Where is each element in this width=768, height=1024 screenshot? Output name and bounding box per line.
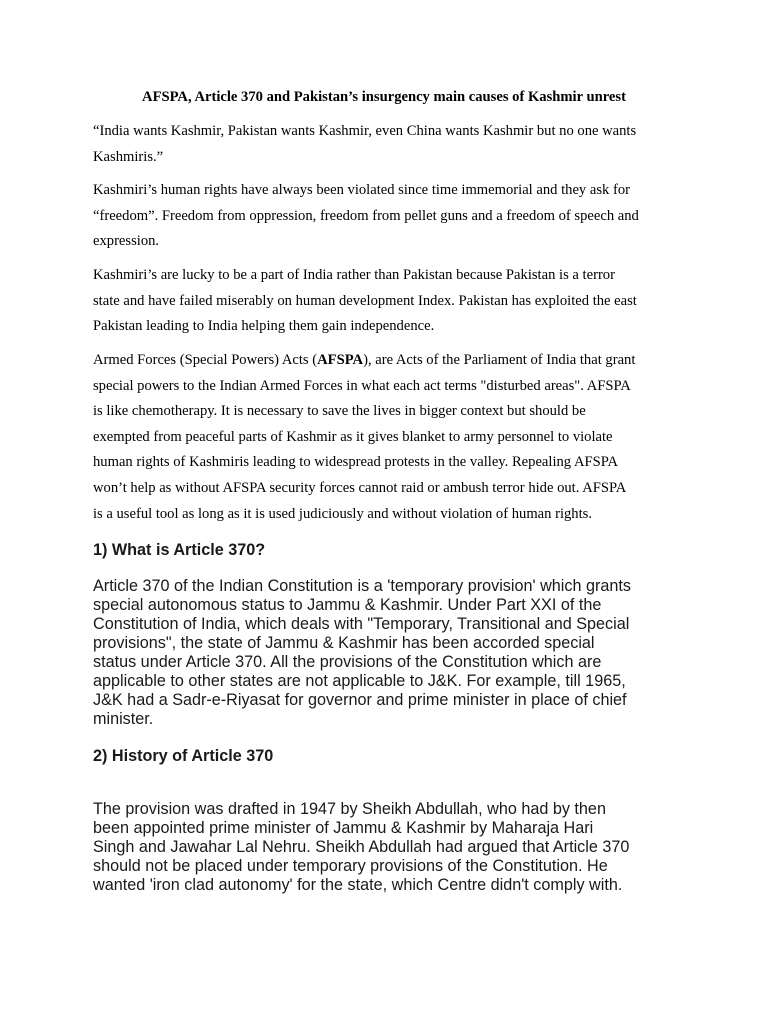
text-line: status under Article 370. All the provisions of the Constitution which are [93,653,602,671]
pakistan-paragraph [93,263,683,340]
afspa-line-suffix: ), are Acts of the Parliament of India that grant [363,352,636,368]
afspa-paragraph [93,348,683,527]
text-line: provisions", the state of Jammu & Kashmir has been accorded special [93,634,595,652]
text-line: Singh and Jawahar Lal Nehru. Sheikh Abdullah had argued that Article 370 [93,838,630,856]
text-line: “freedom”. Freedom from oppression, freedom from pellet guns and a freedom of speech and [93,207,639,224]
text-line: expression. [93,233,160,250]
section-heading-what-is-article-370: 1) What is Article 370? [93,541,266,559]
text-line: Pakistan leading to India helping them gain independence. [93,318,435,335]
section-heading-history-of-article-370: 2) History of Article 370 [93,747,274,765]
afspa-bold-term: AFSPA [317,352,364,368]
text-line: is a useful tool as long as it is used judiciously and without violation of human rights. [93,505,592,522]
afspa-line-prefix: Armed Forces (Special Powers) Acts ( [93,352,318,368]
text-line: Constitution of India, which deals with "Temporary, Transitional and Special [93,615,630,633]
text-line: won’t help as without AFSPA security forces cannot raid or ambush terror hide out. AFSPA [93,479,627,496]
human-rights-paragraph [93,178,683,255]
text-line: state and have failed miserably on human development Index. Pakistan has exploited the east [93,292,637,309]
text-line: applicable to other states are not applicable to J&K. For example, till 1965, [93,672,626,690]
text-line: human rights of Kashmiris leading to widespread protests in the valley. Repealing AFSPA [93,454,619,471]
text-line: “India wants Kashmir, Pakistan wants Kashmir, even China wants Kashmir but no one wants [93,123,637,139]
document-title: AFSPA, Article 370 and Pakistan’s insurgency main causes of Kashmir unrest [142,89,626,105]
history-paragraph [93,800,683,895]
text-line: J&K had a Sadr-e-Riyasat for governor and prime minister in place of chief [93,691,627,709]
text-line: is like chemotherapy. It is necessary to save the lives in bigger context but should be [93,403,586,420]
quote-paragraph [93,119,683,170]
text-line: been appointed prime minister of Jammu & Kashmir by Maharaja Hari [93,819,594,837]
text-line: Article 370 of the Indian Constitution is a 'temporary provision' which grants [93,577,631,595]
text-line: minister. [93,710,154,728]
text-line: special autonomous status to Jammu & Kashmir. Under Part XXI of the [93,596,602,614]
text-line: exempted from peaceful parts of Kashmir as it gives blanket to army personnel to violate [93,428,613,445]
text-line: special powers to the Indian Armed Forces in what each act terms "disturbed areas". AFSPA [93,377,631,394]
text-line: should not be placed under temporary provisions of the Constitution. He [93,857,608,875]
text-line: Kashmiri’s are lucky to be a part of India rather than Pakistan because Pakistan is a terror [93,267,615,283]
article-370-paragraph [93,577,683,729]
text-line [93,348,683,374]
text-line: wanted 'iron clad autonomy' for the state, which Centre didn't comply with. [93,876,623,894]
text-line: The provision was drafted in 1947 by Sheikh Abdullah, who had by then [93,800,606,818]
text-line: Kashmiri’s human rights have always been violated since time immemorial and they ask for [93,182,630,198]
text-line: Kashmiris.” [93,148,164,165]
